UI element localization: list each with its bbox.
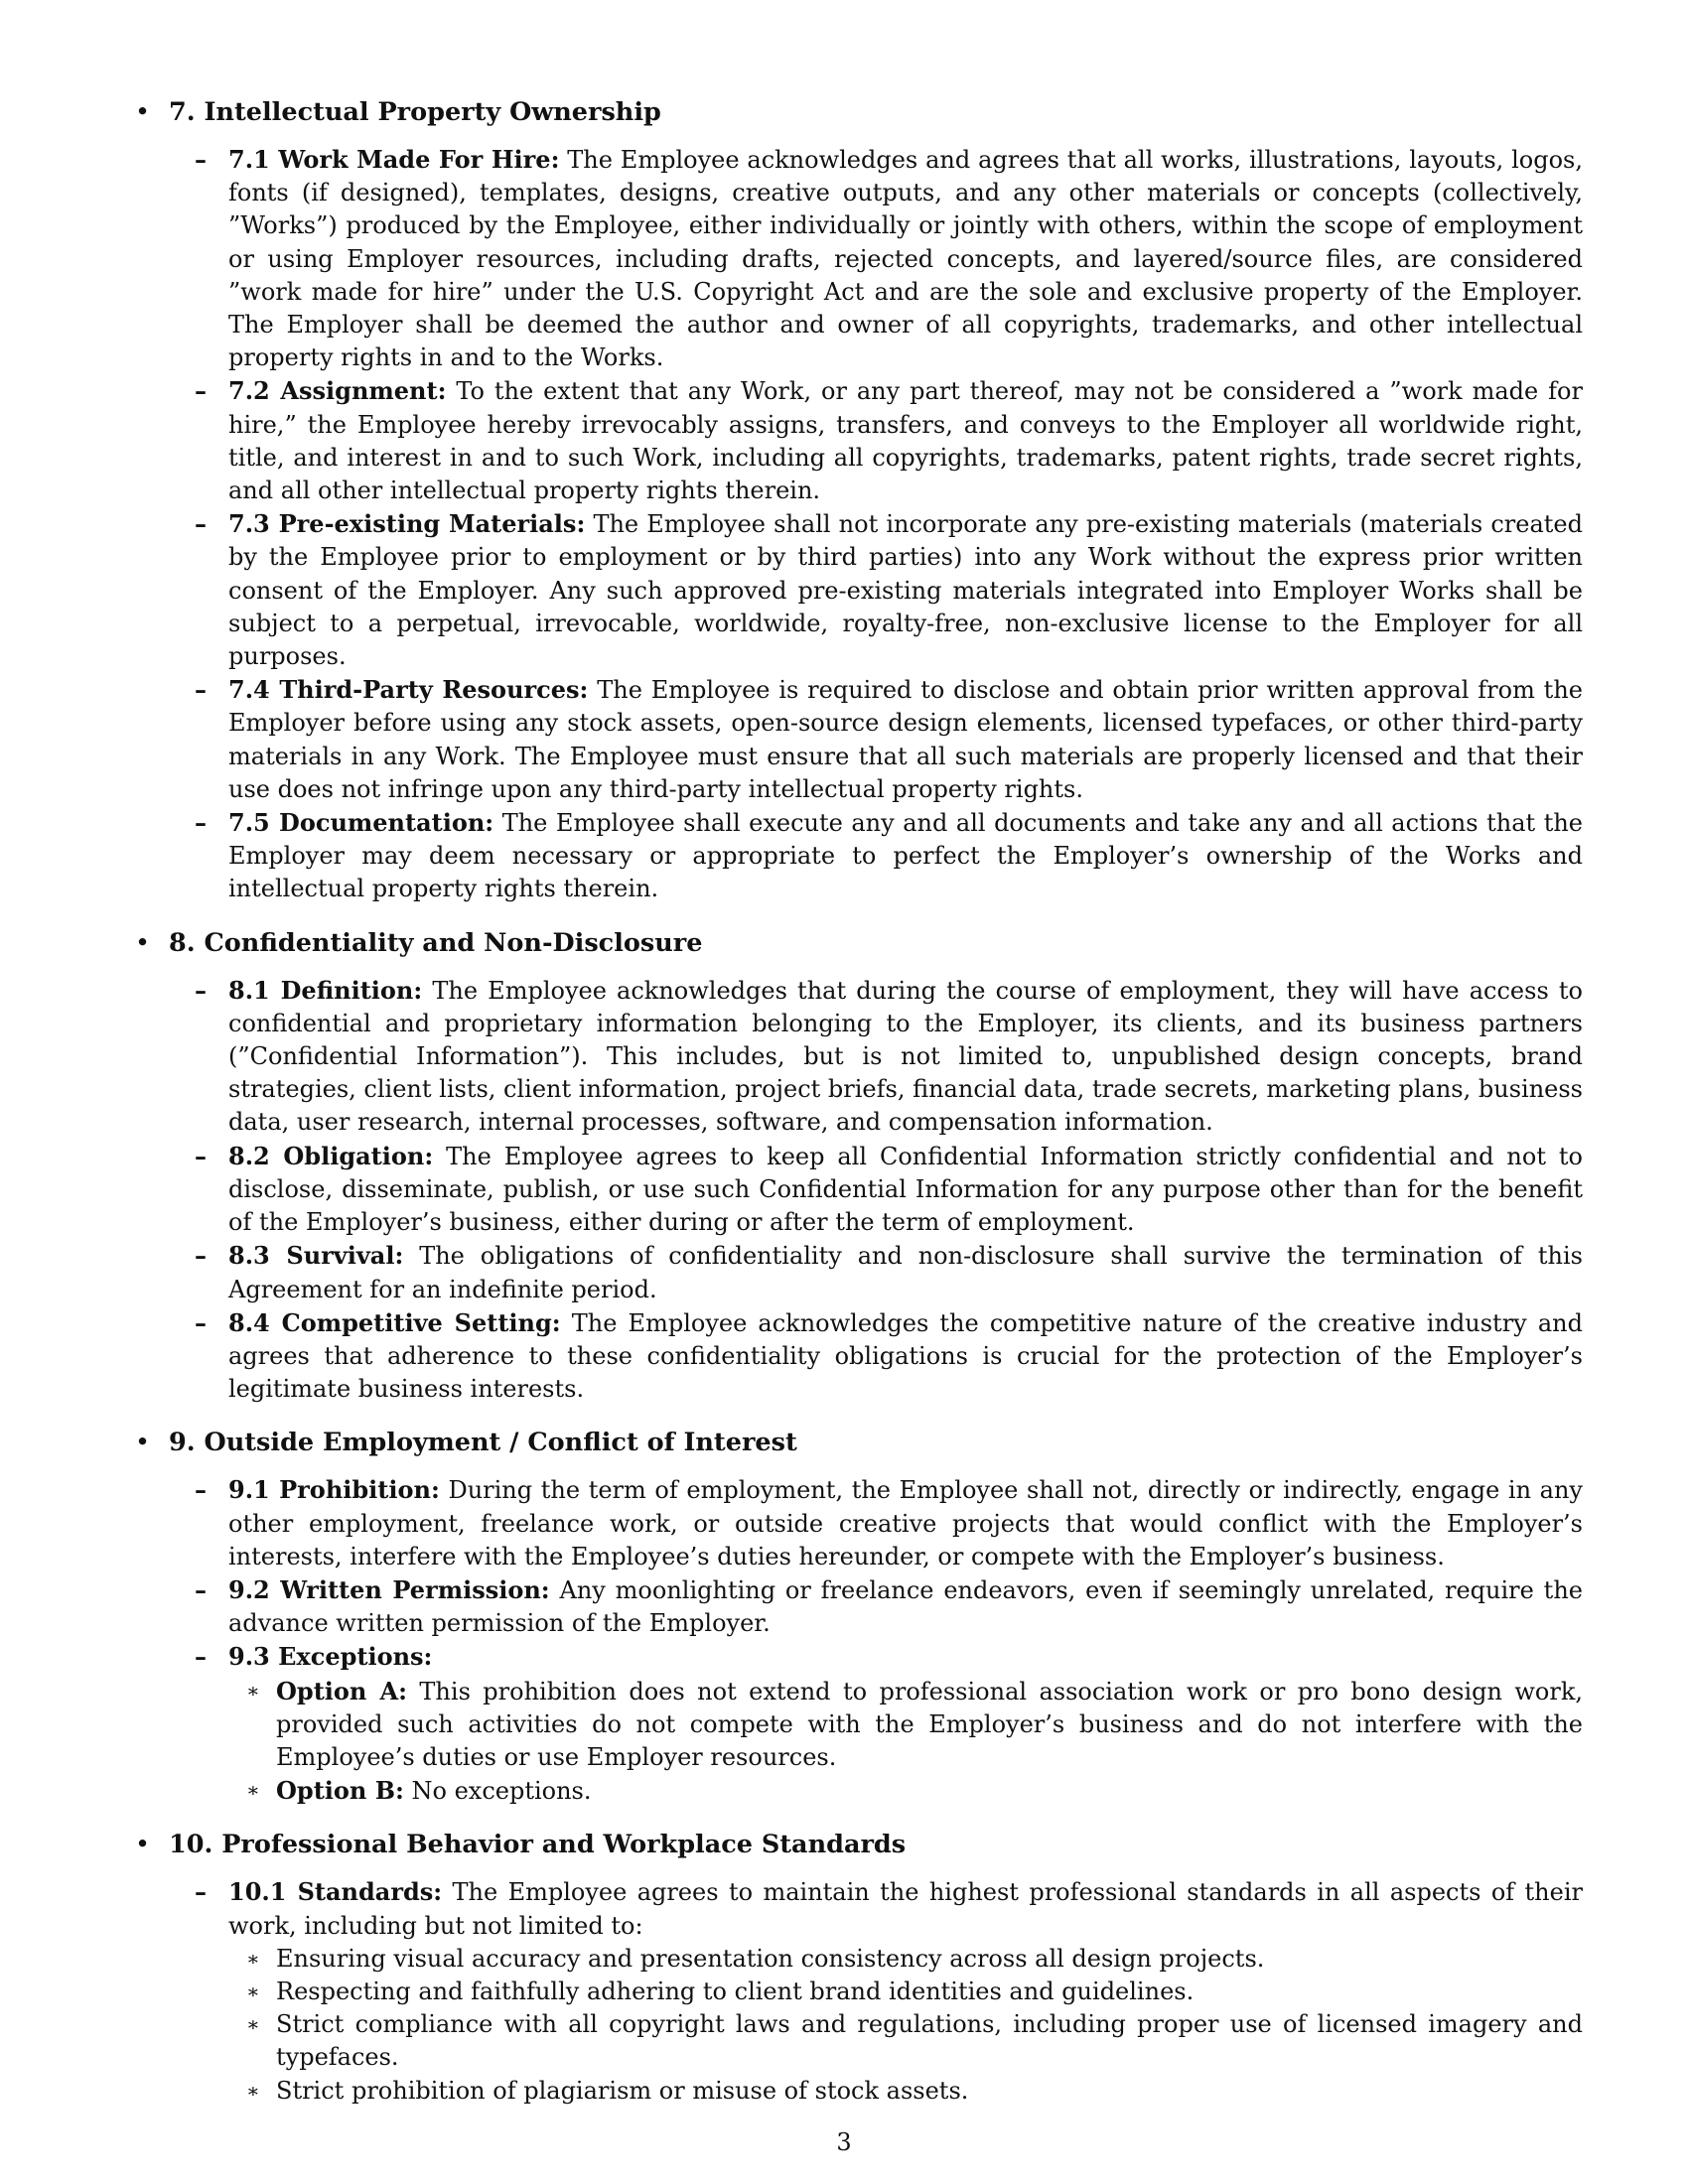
option-b — [228, 1774, 1583, 1808]
star-marker: ∗ — [246, 2078, 260, 2103]
standard-text: Strict prohibition of plagiarism or misuse of stock assets. — [276, 2076, 969, 2105]
clause-text: The Employee agrees to keep all Confidential Information strictly confidential and not to disclose, disseminate, publish, or use such Confidential Information for any purpose other than for the benefit of the Employer’s business, either during or after the term of employment. — [228, 1142, 1583, 1237]
star-marker: ∗ — [246, 1946, 260, 1971]
page-number: 3 — [836, 2128, 852, 2156]
clause-text: The Employee agrees to maintain the highest professional standards in all aspects of their work, including but not limited to: — [228, 1878, 1583, 1940]
dash-marker: – — [195, 1877, 207, 1907]
document-content — [135, 95, 1583, 2127]
clause-text: During the term of employment, the Employee shall not, directly or indirectly, engage in any other employment, freelance work, or outside creative projects that would conflict with the Employer’s interests, interfere with the Employee’s duties hereunder, or compete with the Employer’s business. — [228, 1476, 1583, 1570]
star-marker: ∗ — [246, 1678, 260, 1703]
section-10 — [135, 1828, 1583, 2107]
clause-text: Any moonlighting or freelance endeavors, even if seemingly unrelated, require the advance written permission of the Employer. — [228, 1575, 1583, 1638]
clause-text: The obligations of confidentiality and non-disclosure shall survive the termination of this Agreement for an indefinite period. — [228, 1242, 1583, 1303]
section-heading — [135, 1426, 1583, 1459]
clause-text: The Employee shall not incorporate any pre-existing materials (materials created by the Employee prior to employment or by third parties) into any Work without the express prior written consent of the Employer. Any such approved pre-existing materials integrated into Employer Works shall be subject to a perpetual, irrevocable, worldwide, royalty-free, non-exclusive license to the Employer for all purposes. — [228, 510, 1583, 671]
clause-8-4 — [195, 1306, 1583, 1407]
clause-label: 8.2 Obligation: — [228, 1141, 434, 1170]
clause-7-2 — [195, 374, 1583, 507]
section-heading — [135, 926, 1583, 960]
clause-label: 8.1 Definition: — [228, 975, 423, 1005]
section-8 — [135, 926, 1583, 1407]
section-9 — [135, 1426, 1583, 1808]
section-title: 7. Intellectual Property Ownership — [169, 97, 661, 127]
section-7 — [135, 95, 1583, 906]
standard-item — [228, 1943, 1583, 1976]
standard-item — [228, 2075, 1583, 2108]
clause-text: The Employee acknowledges the competitive nature of the creative industry and agrees that adherence to these confidentiality obligations is crucial for the protection of the Employer’s legitimate business interests. — [228, 1308, 1583, 1404]
standard-item — [228, 2008, 1583, 2074]
dash-marker: – — [195, 1307, 207, 1337]
dash-marker: – — [195, 509, 207, 539]
clause-label: 10.1 Standards: — [228, 1877, 443, 1907]
clause-10-1 — [195, 1875, 1583, 2107]
dash-marker: – — [195, 808, 207, 838]
clause-8-2 — [195, 1140, 1583, 1240]
clause-text: The Employee acknowledges that during the course of employment, they will have access to confidential and proprietary information belonging to the Employer, its clients, and its business partners (”Confidential Information”). This includes, but is not limited to, unpublished design concepts, brand strategies, client lists, client information, project briefs, financial data, trade secrets, marketing plans, business data, user research, internal processes, software, and compensation information. — [228, 976, 1583, 1137]
clause-9-3 — [195, 1640, 1583, 1808]
standard-text: Strict compliance with all copyright laws and regulations, including proper use of licensed imagery and typefaces. — [276, 2010, 1583, 2072]
clause-label: 9.2 Written Permission: — [228, 1574, 550, 1604]
dash-marker: – — [195, 1642, 207, 1672]
clause-label: 7.4 Third-Party Resources: — [228, 675, 589, 705]
standard-text: Respecting and faithfully adhering to client brand identities and guidelines. — [276, 1977, 1195, 2005]
clause-7-3 — [195, 507, 1583, 673]
option-text: No exceptions. — [411, 1777, 592, 1806]
clause-7-1 — [195, 143, 1583, 374]
option-label: Option B: — [276, 1776, 404, 1806]
clause-7-5 — [195, 806, 1583, 906]
dash-marker: – — [195, 145, 207, 174]
dash-marker: – — [195, 1475, 207, 1505]
dash-marker: – — [195, 1574, 207, 1604]
standard-text: Ensuring visual accuracy and presentation consistency across all design projects. — [276, 1944, 1265, 1973]
bullet-marker: • — [135, 97, 151, 127]
clause-text: The Employee is required to disclose and obtain prior written approval from the Employer before using any stock assets, open-source design elements, licensed typefaces, or other third-party materials in any Work. The Employee must ensure that all such materials are properly licensed and that their use does not infringe upon any third-party intellectual property rights. — [228, 676, 1583, 803]
option-text: This prohibition does not extend to professional association work or pro bono design work, provided such activities do not compete with the Employer’s business and do not interfere with the Employee’s duties or use Employer resources. — [276, 1677, 1584, 1771]
section-title: 10. Professional Behavior and Workplace Standards — [169, 1830, 907, 1860]
clause-8-3 — [195, 1239, 1583, 1305]
dash-marker: – — [195, 1141, 207, 1170]
section-title: 9. Outside Employment / Conflict of Interest — [169, 1428, 797, 1458]
option-a — [228, 1675, 1583, 1775]
clause-9-1 — [195, 1473, 1583, 1573]
dash-marker: – — [195, 376, 207, 406]
clause-label: 8.4 Competitive Setting: — [228, 1307, 561, 1337]
dash-marker: – — [195, 1241, 207, 1271]
clause-label: 7.2 Assignment: — [228, 376, 447, 406]
standard-item — [228, 1976, 1583, 2008]
section-heading — [135, 1828, 1583, 1861]
star-marker: ∗ — [246, 1778, 260, 1803]
dash-marker: – — [195, 975, 207, 1005]
clause-label: 7.5 Documentation: — [228, 808, 494, 838]
clause-label: 8.3 Survival: — [228, 1241, 404, 1271]
clause-label: 7.3 Pre-existing Materials: — [228, 509, 586, 539]
star-marker: ∗ — [246, 2012, 260, 2037]
clause-label: 9.3 Exceptions: — [228, 1642, 433, 1672]
bullet-marker: • — [135, 1830, 151, 1860]
clause-8-1 — [195, 974, 1583, 1140]
clause-text: The Employee shall execute any and all documents and take any and all actions that the Employer may deem necessary or appropriate to perfect the Employer’s ownership of the Works and intellectual property rights therein. — [228, 809, 1584, 903]
bullet-marker: • — [135, 927, 151, 958]
clause-text: To the extent that any Work, or any part thereof, may not be considered a ”work made for hire,” the Employee hereby irrevocably assigns, transfers, and conveys to the Employer all worldwide right, title, and interest in and to such Work, including all copyrights, trademarks, patent rights, trade secret rights, and all other intellectual property rights therein. — [228, 377, 1583, 505]
bullet-marker: • — [135, 1428, 151, 1458]
section-heading — [135, 95, 1583, 129]
section-title: 8. Confidentiality and Non-Disclosure — [169, 927, 703, 958]
dash-marker: – — [195, 675, 207, 705]
clause-label: 9.1 Prohibition: — [228, 1475, 440, 1505]
star-marker: ∗ — [246, 1979, 260, 2003]
clause-text: The Employee acknowledges and agrees that all works, illustrations, layouts, logos, fonts (if designed), templates, designs, creative outputs, and any other materials or concepts (collectively, ”Works”) produced by the Employee, either individually or jointly with others, within the scope of employment or using Employer resources, including drafts, rejected concepts, and layered/source files, are considered ”work made for hire” under the U.S. Copyright Act and are the sole and exclusive property of the Employer. The Employer shall be deemed the author and owner of all copyrights, trademarks, and other intellectual property rights in and to the Works. — [228, 146, 1583, 372]
option-label: Option A: — [276, 1676, 407, 1706]
clause-7-4 — [195, 673, 1583, 806]
clause-label: 7.1 Work Made For Hire: — [228, 145, 560, 174]
clause-9-2 — [195, 1573, 1583, 1640]
